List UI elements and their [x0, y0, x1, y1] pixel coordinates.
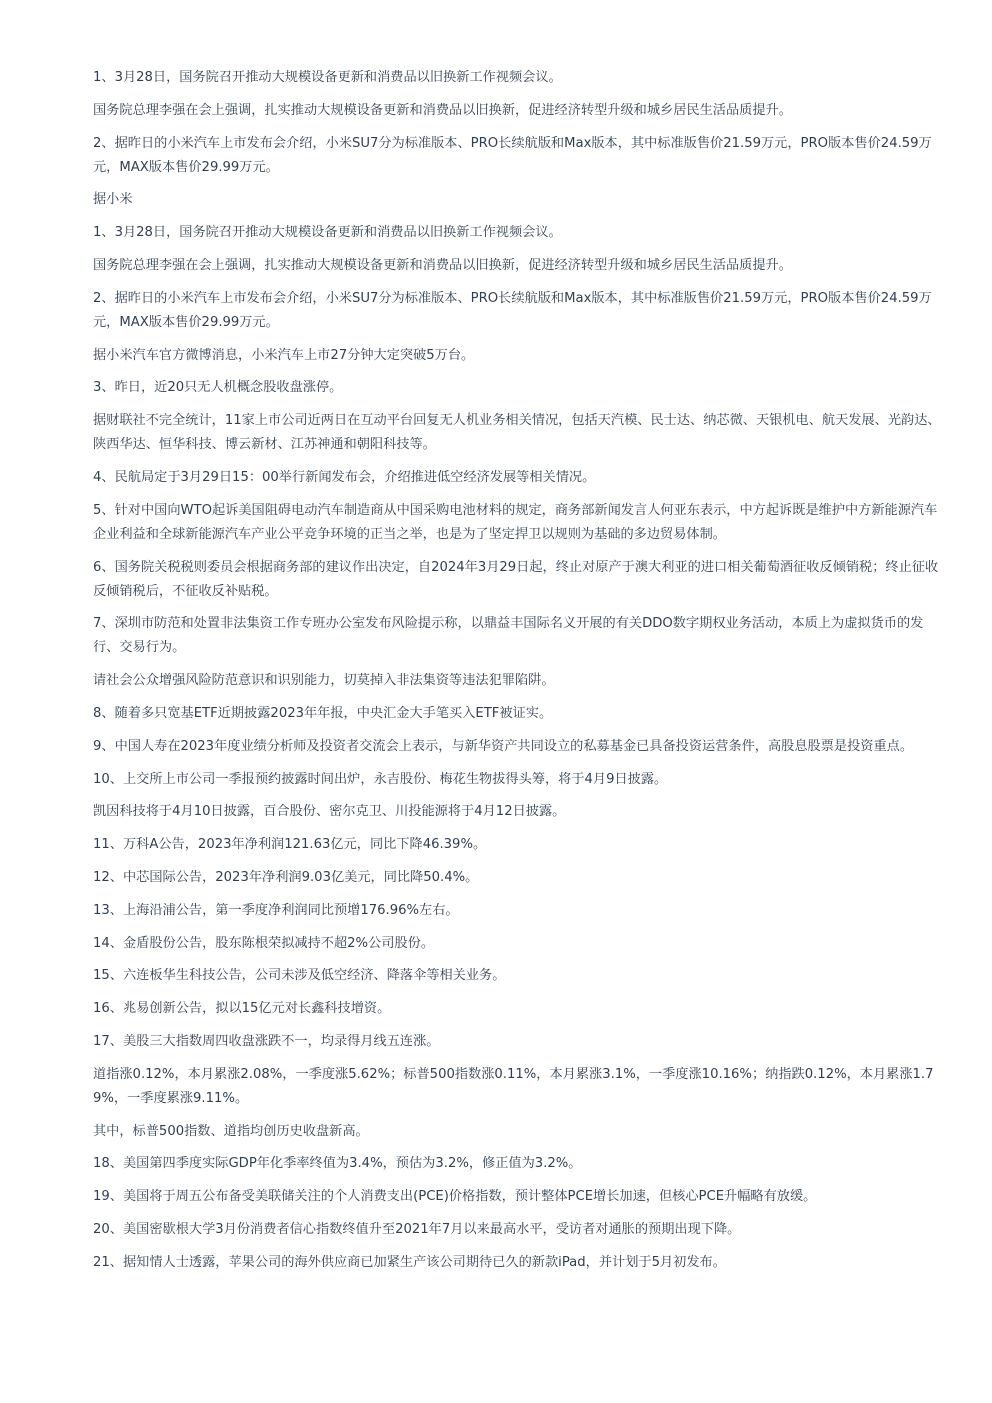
paragraph: 国务院总理李强在会上强调，扎实推动大规模设备更新和消费品以旧换新，促进经济转型升级和城乡居民生活品质提升。	[93, 257, 792, 273]
paragraph: 15、六连板华生科技公告，公司未涉及低空经济、降落伞等相关业务。	[93, 968, 506, 984]
paragraph: 17、美股三大指数周四收盘涨跌不一，均录得月线五连涨。	[93, 1033, 440, 1049]
paragraph: 12、中芯国际公告，2023年净利润9.03亿美元，同比降50.4%。	[93, 869, 479, 885]
paragraph: 据小米	[93, 192, 133, 208]
paragraph: 请社会公众增强风险防范意识和识别能力，切莫掉入非法集资等违法犯罪陷阱。	[93, 673, 555, 689]
paragraph: 20、美国密歇根大学3月份消费者信心指数终值升至2021年7月以来最高水平，受访者对通胀的预期出现下降。	[93, 1221, 741, 1237]
paragraph: 国务院总理李强在会上强调，扎实推动大规模设备更新和消费品以旧换新，促进经济转型升级和城乡居民生活品质提升。	[93, 102, 792, 118]
paragraph: 18、美国第四季度实际GDP年化季率终值为3.4%，预估为3.2%，修正值为3.2%。	[93, 1156, 582, 1172]
paragraph: 13、上海沿浦公告，第一季度净利润同比预增176.96%左右。	[93, 902, 459, 918]
paragraph: 5、针对中国向WTO起诉美国阻碍电动汽车制造商从中国采购电池材料的规定，商务部新闻发言人何亚东表示，中方起诉既是维护中方新能源汽车企业利益和全球新能源汽车产业公平竞争环境的正当之举，也是为了坚定捍卫以规则为基础的多边贸易体制。	[93, 502, 938, 542]
paragraph: 4、民航局定于3月29日15：00举行新闻发布会，介绍推进低空经济发展等相关情况。	[93, 469, 596, 485]
paragraph: 道指涨0.12%，本月累涨2.08%，一季度涨5.62%；标普500指数涨0.11%，本月累涨3.1%，一季度涨10.16%；纳指跌0.12%，本月累涨1.79%，一季度累涨9.11%。	[93, 1066, 934, 1106]
paragraph: 2、据昨日的小米汽车上市发布会介绍，小米SU7分为标准版本、PRO长续航版和Max版本，其中标准版售价21.59万元，PRO版本售价24.59万元，MAX版本售价29.99万元。	[93, 290, 932, 330]
paragraph: 9、中国人寿在2023年度业绩分析师及投资者交流会上表示，与新华资产共同设立的私募基金已具备投资运营条件，高股息股票是投资重点。	[93, 738, 914, 754]
paragraph: 8、随着多只宽基ETF近期披露2023年年报，中央汇金大手笔买入ETF被证实。	[93, 705, 553, 721]
paragraph: 据财联社不完全统计，11家上市公司近两日在互动平台回复无人机业务相关情况，包括天汽模、民士达、纳芯微、天银机电、航天发展、光韵达、陕西华达、恒华科技、博云新材、江苏神通和朝阳科技等。	[93, 413, 941, 453]
paragraph: 1、3月28日，国务院召开推动大规模设备更新和消费品以旧换新工作视频会议。	[93, 225, 562, 241]
paragraph: 6、国务院关税税则委员会根据商务部的建议作出决定，自2024年3月29日起，终止对原产于澳大利亚的进口相关葡萄酒征收反倾销税；终止征收反倾销税后，不征收反补贴税。	[93, 559, 939, 599]
paragraph: 据小米汽车官方微博消息，小米汽车上市27分钟大定突破5万台。	[93, 347, 475, 363]
paragraph: 11、万科A公告，2023年净利润121.63亿元，同比下降46.39%。	[93, 837, 487, 853]
paragraph: 16、兆易创新公告，拟以15亿元对长鑫科技增资。	[93, 1001, 391, 1017]
paragraph: 10、上交所上市公司一季报预约披露时间出炉，永吉股份、梅花生物拔得头筹，将于4月9日披露。	[93, 771, 668, 787]
paragraph: 1、3月28日，国务院召开推动大规模设备更新和消费品以旧换新工作视频会议。	[93, 70, 562, 85]
paragraph: 7、深圳市防范和处置非法集资工作专班办公室发布风险提示称，以鼎益丰国际名义开展的有关DDO数字期权业务活动，本质上为虚拟货币的发行、交易行为。	[93, 616, 924, 656]
paragraph: 其中，标普500指数、道指均创历史收盘新高。	[93, 1123, 369, 1139]
paragraph: 凯因科技将于4月10日披露，百合股份、密尔克卫、川投能源将于4月12日披露。	[93, 804, 566, 820]
paragraph: 2、据昨日的小米汽车上市发布会介绍，小米SU7分为标准版本、PRO长续航版和Max版本，其中标准版售价21.59万元，PRO版本售价24.59万元，MAX版本售价29.99万元。	[93, 135, 932, 175]
paragraph: 14、金盾股份公告，股东陈根荣拟减持不超2%公司股份。	[93, 935, 435, 951]
document-body	[93, 66, 943, 1284]
paragraph: 21、据知情人士透露，苹果公司的海外供应商已加紧生产该公司期待已久的新款iPad，并计划于5月初发布。	[93, 1254, 726, 1270]
paragraph: 19、美国将于周五公布备受美联储关注的个人消费支出(PCE)价格指数，预计整体PCE增长加速，但核心PCE升幅略有放缓。	[93, 1189, 817, 1205]
paragraph: 3、昨日，近20只无人机概念股收盘涨停。	[93, 380, 343, 396]
